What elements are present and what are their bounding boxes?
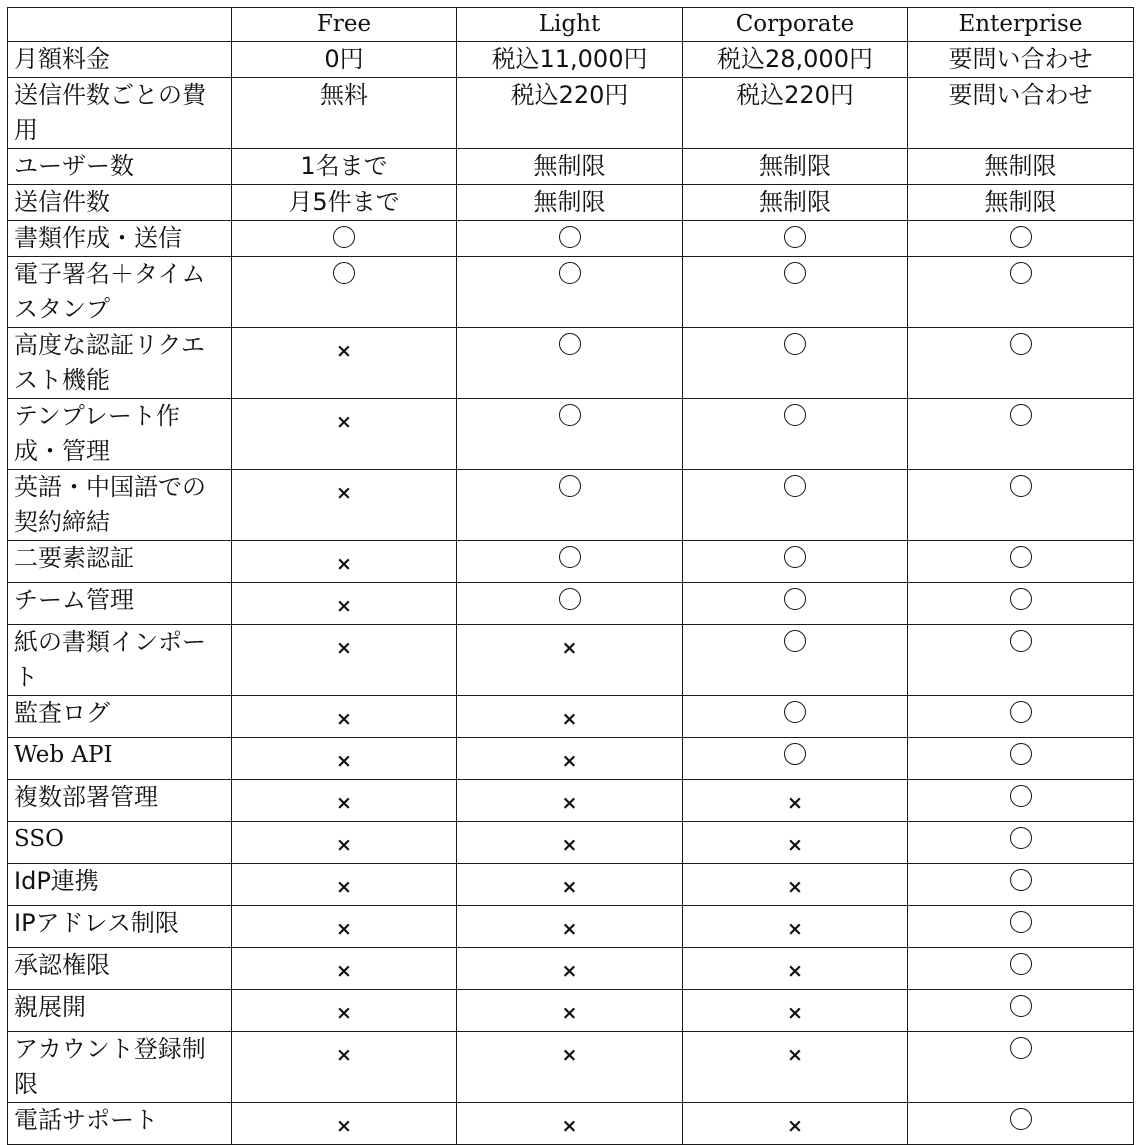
plan-cell xyxy=(683,185,908,221)
plan-cell xyxy=(457,149,683,185)
circle-icon xyxy=(333,262,355,284)
feature-label: 送信件数ごとの費用 xyxy=(8,78,232,149)
circle-icon xyxy=(1010,630,1032,652)
plan-cell xyxy=(457,257,683,328)
cross-icon: × xyxy=(787,876,803,898)
circle-icon xyxy=(784,701,806,723)
plan-cell xyxy=(232,541,457,583)
plan-cell xyxy=(908,990,1134,1032)
cross-icon: × xyxy=(561,918,578,940)
circle-icon xyxy=(559,588,581,610)
plan-cell xyxy=(232,399,457,470)
cross-icon: × xyxy=(787,1044,803,1066)
plan-cell xyxy=(683,583,908,625)
circle-icon xyxy=(1010,785,1032,807)
circle-icon xyxy=(559,333,581,355)
circle-icon xyxy=(1010,226,1032,248)
feature-label: チーム管理 xyxy=(8,583,232,625)
circle-icon xyxy=(1010,546,1032,568)
plan-cell xyxy=(457,583,683,625)
plan-cell xyxy=(232,696,457,738)
plan-cell xyxy=(683,221,908,257)
feature-label: 承認権限 xyxy=(8,948,232,990)
cross-icon: × xyxy=(336,750,352,772)
cross-icon: × xyxy=(787,792,803,814)
circle-icon xyxy=(1010,262,1032,284)
circle-icon xyxy=(559,546,581,568)
circle-icon xyxy=(559,262,581,284)
plan-cell xyxy=(232,948,457,990)
plan-cell xyxy=(908,822,1134,864)
plan-cell xyxy=(232,328,457,399)
plan-cell xyxy=(908,221,1134,257)
plan-cell xyxy=(457,78,683,149)
circle-icon xyxy=(559,404,581,426)
plan-cell xyxy=(457,1032,683,1103)
plan-cell xyxy=(457,399,683,470)
feature-label: 紙の書類インポート xyxy=(8,625,232,696)
plan-cell xyxy=(232,257,457,328)
plan-cell xyxy=(232,78,457,149)
plan-cell xyxy=(683,864,908,906)
plan-cell xyxy=(908,625,1134,696)
plan-cell xyxy=(457,948,683,990)
cross-icon: × xyxy=(787,918,803,940)
table-row xyxy=(8,541,1134,583)
circle-icon xyxy=(1010,869,1032,891)
circle-icon xyxy=(1010,588,1032,610)
table-row xyxy=(8,780,1134,822)
cross-icon: × xyxy=(336,340,352,362)
table-row xyxy=(8,696,1134,738)
table-row xyxy=(8,185,1134,221)
circle-icon xyxy=(784,546,806,568)
cross-icon: × xyxy=(336,960,352,982)
plan-cell xyxy=(908,328,1134,399)
plan-cell xyxy=(232,470,457,541)
plan-cell xyxy=(232,625,457,696)
table-row xyxy=(8,822,1134,864)
plan-cell xyxy=(908,78,1134,149)
circle-icon xyxy=(784,262,806,284)
cross-icon: × xyxy=(336,553,352,575)
cross-icon: × xyxy=(336,876,352,898)
plan-cell xyxy=(232,1032,457,1103)
feature-label: IPアドレス制限 xyxy=(8,906,232,948)
plan-cell xyxy=(457,738,683,780)
plan-cell xyxy=(908,541,1134,583)
circle-icon xyxy=(1010,404,1032,426)
feature-label: 電子署名＋タイムスタンプ xyxy=(8,257,232,328)
cross-icon: × xyxy=(336,595,352,617)
cell-value: 税込220円 xyxy=(510,81,629,109)
plan-cell xyxy=(683,42,908,78)
cross-icon: × xyxy=(336,482,352,504)
plan-cell xyxy=(908,470,1134,541)
cell-value: 無制限 xyxy=(759,188,831,216)
feature-label: 親展開 xyxy=(8,990,232,1032)
circle-icon xyxy=(1010,475,1032,497)
cross-icon: × xyxy=(336,918,352,940)
circle-icon xyxy=(1010,743,1032,765)
circle-icon xyxy=(784,404,806,426)
cross-icon: × xyxy=(336,834,352,856)
cell-value: 要問い合わせ xyxy=(948,45,1093,73)
plan-cell xyxy=(457,625,683,696)
plan-cell xyxy=(232,990,457,1032)
plan-cell xyxy=(908,583,1134,625)
table-row xyxy=(8,399,1134,470)
cell-value: 税込11,000円 xyxy=(491,45,648,73)
plan-cell xyxy=(232,1103,457,1145)
plan-cell xyxy=(908,42,1134,78)
feature-label: 電話サポート xyxy=(8,1103,232,1145)
cross-icon: × xyxy=(561,792,578,814)
plan-cell xyxy=(683,257,908,328)
plan-cell xyxy=(457,696,683,738)
feature-label: 月額料金 xyxy=(8,42,232,78)
table-body xyxy=(8,42,1134,1145)
plan-cell xyxy=(232,221,457,257)
plan-cell xyxy=(457,822,683,864)
cross-icon: × xyxy=(561,960,578,982)
cross-icon: × xyxy=(561,708,578,730)
table-row xyxy=(8,1103,1134,1145)
plan-cell xyxy=(232,822,457,864)
cell-value: 要問い合わせ xyxy=(948,81,1093,109)
plan-cell xyxy=(683,906,908,948)
plan-cell xyxy=(908,185,1134,221)
plan-cell xyxy=(683,470,908,541)
cell-value: 月5件まで xyxy=(288,188,400,216)
plan-cell xyxy=(908,738,1134,780)
feature-label: SSO xyxy=(8,822,232,864)
plan-cell xyxy=(457,990,683,1032)
cell-value: 無料 xyxy=(320,81,368,109)
plan-cell xyxy=(232,738,457,780)
plan-cell xyxy=(457,906,683,948)
table-row xyxy=(8,583,1134,625)
header-row xyxy=(8,8,1134,42)
plan-cell xyxy=(457,185,683,221)
cross-icon: × xyxy=(336,1002,352,1024)
circle-icon xyxy=(784,588,806,610)
plan-cell xyxy=(683,541,908,583)
feature-label: 高度な認証リクエスト機能 xyxy=(8,328,232,399)
plan-cell xyxy=(232,864,457,906)
cross-icon: × xyxy=(336,792,352,814)
corner-cell xyxy=(8,8,232,42)
cross-icon: × xyxy=(336,637,352,659)
plan-cell xyxy=(457,221,683,257)
table-row xyxy=(8,864,1134,906)
plan-cell xyxy=(683,149,908,185)
plan-cell xyxy=(683,780,908,822)
cross-icon: × xyxy=(561,750,578,772)
plan-cell xyxy=(683,822,908,864)
table-row xyxy=(8,42,1134,78)
plan-cell xyxy=(457,328,683,399)
circle-icon xyxy=(784,630,806,652)
feature-label: Web API xyxy=(8,738,232,780)
feature-label: 送信件数 xyxy=(8,185,232,221)
circle-icon xyxy=(784,743,806,765)
feature-label: 二要素認証 xyxy=(8,541,232,583)
plan-cell xyxy=(908,864,1134,906)
circle-icon xyxy=(1010,953,1032,975)
cell-value: 税込220円 xyxy=(736,81,854,109)
plan-cell xyxy=(457,864,683,906)
cross-icon: × xyxy=(787,960,803,982)
plan-cell xyxy=(457,42,683,78)
cell-value: 無制限 xyxy=(984,152,1057,180)
plan-cell xyxy=(908,399,1134,470)
table-row xyxy=(8,149,1134,185)
table-row xyxy=(8,1032,1134,1103)
plan-cell xyxy=(683,1032,908,1103)
cell-value: 0円 xyxy=(324,45,364,73)
circle-icon xyxy=(784,226,806,248)
plan-header-enterprise: Enterprise xyxy=(908,8,1134,42)
plan-cell xyxy=(457,780,683,822)
plan-cell xyxy=(908,149,1134,185)
plan-cell xyxy=(908,696,1134,738)
cell-value: 無制限 xyxy=(533,188,606,216)
cell-value: 1名まで xyxy=(300,152,388,180)
plan-cell xyxy=(683,328,908,399)
plan-header-light: Light xyxy=(457,8,683,42)
plan-cell xyxy=(457,470,683,541)
pricing-comparison-table xyxy=(7,7,1134,1145)
cross-icon: × xyxy=(561,637,578,659)
cell-value: 税込28,000円 xyxy=(717,45,873,73)
plan-cell xyxy=(232,149,457,185)
circle-icon xyxy=(1010,827,1032,849)
plan-cell xyxy=(908,948,1134,990)
circle-icon xyxy=(559,226,581,248)
table-row xyxy=(8,257,1134,328)
cross-icon: × xyxy=(561,1044,578,1066)
plan-cell xyxy=(908,257,1134,328)
plan-cell xyxy=(232,185,457,221)
cross-icon: × xyxy=(561,1115,578,1137)
circle-icon xyxy=(333,226,355,248)
cell-value: 無制限 xyxy=(984,188,1057,216)
circle-icon xyxy=(1010,701,1032,723)
plan-cell xyxy=(683,990,908,1032)
feature-label: 複数部署管理 xyxy=(8,780,232,822)
plan-cell xyxy=(908,780,1134,822)
cell-value: 無制限 xyxy=(759,152,831,180)
feature-label: IdP連携 xyxy=(8,864,232,906)
circle-icon xyxy=(784,333,806,355)
plan-cell xyxy=(683,625,908,696)
cross-icon: × xyxy=(787,1002,803,1024)
circle-icon xyxy=(1010,333,1032,355)
plan-cell xyxy=(683,399,908,470)
cross-icon: × xyxy=(336,708,352,730)
circle-icon xyxy=(1010,1108,1032,1130)
cross-icon: × xyxy=(561,876,578,898)
plan-cell xyxy=(908,1103,1134,1145)
plan-cell xyxy=(457,1103,683,1145)
circle-icon xyxy=(1010,911,1032,933)
plan-header-corporate: Corporate xyxy=(683,8,908,42)
circle-icon xyxy=(559,475,581,497)
cross-icon: × xyxy=(787,1115,803,1137)
feature-label: 英語・中国語での契約締結 xyxy=(8,470,232,541)
plan-cell xyxy=(683,78,908,149)
table-row xyxy=(8,990,1134,1032)
feature-label: 監査ログ xyxy=(8,696,232,738)
plan-cell xyxy=(683,738,908,780)
table-row xyxy=(8,948,1134,990)
circle-icon xyxy=(784,475,806,497)
table-row xyxy=(8,906,1134,948)
cross-icon: × xyxy=(336,1115,352,1137)
table-row xyxy=(8,470,1134,541)
plan-cell xyxy=(908,906,1134,948)
plan-cell xyxy=(683,1103,908,1145)
plan-cell xyxy=(457,541,683,583)
plan-cell xyxy=(232,583,457,625)
cross-icon: × xyxy=(561,1002,578,1024)
cross-icon: × xyxy=(336,1044,352,1066)
feature-label: ユーザー数 xyxy=(8,149,232,185)
cross-icon: × xyxy=(336,411,352,433)
table-row xyxy=(8,328,1134,399)
plan-cell xyxy=(232,42,457,78)
plan-cell xyxy=(232,780,457,822)
table-row xyxy=(8,78,1134,149)
plan-cell xyxy=(908,1032,1134,1103)
circle-icon xyxy=(1010,1037,1032,1059)
plan-cell xyxy=(683,948,908,990)
plan-header-free: Free xyxy=(232,8,457,42)
feature-label: アカウント登録制限 xyxy=(8,1032,232,1103)
cell-value: 無制限 xyxy=(533,152,606,180)
plan-cell xyxy=(683,696,908,738)
plan-cell xyxy=(232,906,457,948)
cross-icon: × xyxy=(787,834,803,856)
feature-label: テンプレート作成・管理 xyxy=(8,399,232,470)
cross-icon: × xyxy=(561,834,578,856)
table-row xyxy=(8,738,1134,780)
table-row xyxy=(8,625,1134,696)
circle-icon xyxy=(1010,995,1032,1017)
feature-label: 書類作成・送信 xyxy=(8,221,232,257)
table-row xyxy=(8,221,1134,257)
